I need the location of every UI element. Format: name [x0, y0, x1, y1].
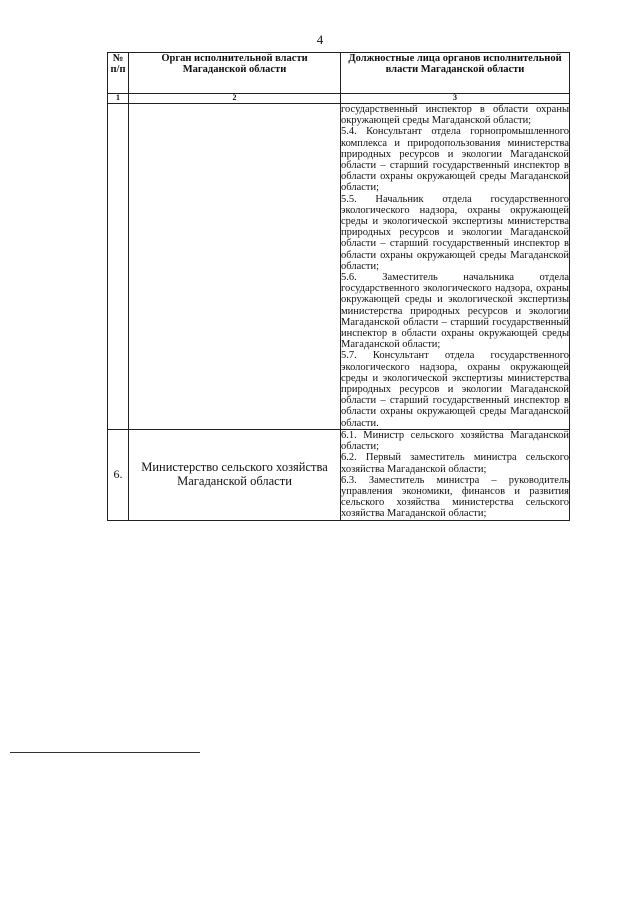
- table-header-row: [108, 53, 570, 94]
- table-row: [108, 429, 570, 520]
- officials-cell: [341, 429, 570, 520]
- official-item: 5.7. Консультант отдела государственного экологического надзора, охраны окружающей среды и экологической экспертизы министерства природных ресурсов и экологии Магаданской области – старший государственный инспектор в области охраны окружающей среды Магаданской области.: [341, 350, 569, 429]
- official-item: 6.2. Первый заместитель министра сельского хозяйства Магаданской области;: [341, 452, 569, 475]
- header-number: № п/п: [108, 53, 129, 94]
- officials-cell: [341, 104, 570, 430]
- row-number-cell: 6.: [108, 429, 129, 520]
- organization-cell: Министерство сельского хозяйства Магаданской области: [129, 429, 341, 520]
- official-item: 5.6. Заместитель начальника отдела государственного экологического надзора, охраны окружающей среды и экологической экспертизы министерства природных ресурсов и экологии Магаданской области – старший государственный инспектор в области охраны окружающей среды Магаданской области;: [341, 272, 569, 351]
- officials-table: [107, 52, 570, 521]
- header-officials: Должностные лица органов исполнительной власти Магаданской области: [341, 53, 570, 94]
- table-row: [108, 104, 570, 430]
- official-item: 6.3. Заместитель министра – руководитель управления экономики, финансов и развития сельского хозяйства министерства сельского хозяйства Магаданской области;: [341, 474, 569, 520]
- page-number: 4: [316, 32, 324, 47]
- row-number-cell: [108, 104, 129, 430]
- header-organization: Орган исполнительной власти Магаданской области: [129, 53, 341, 94]
- column-number: 2: [129, 94, 341, 104]
- official-item: 6.1. Министр сельского хозяйства Магаданской области;: [341, 429, 569, 453]
- official-item: 5.4. Консультант отдела горнопромышленного комплекса и природопользования министерства природных ресурсов и экологии Магаданской области – старший государственный инспектор в области охраны окружающей среды Магаданской области;: [341, 126, 569, 194]
- official-item: 5.5. Начальник отдела государственного экологического надзора, охраны окружающей среды и экологической экспертизы министерства природных ресурсов и экологии Магаданской области – старший государственный инспектор в области охраны окружающей среды Магаданской области;: [341, 193, 569, 272]
- official-item: государственный инспектор в области охраны окружающей среды Магаданской области;: [341, 104, 569, 127]
- column-number-row: [108, 94, 570, 104]
- organization-cell: [129, 104, 341, 430]
- column-number: 3: [341, 94, 570, 104]
- footnote-separator-line: [10, 752, 200, 753]
- column-number: 1: [108, 94, 129, 104]
